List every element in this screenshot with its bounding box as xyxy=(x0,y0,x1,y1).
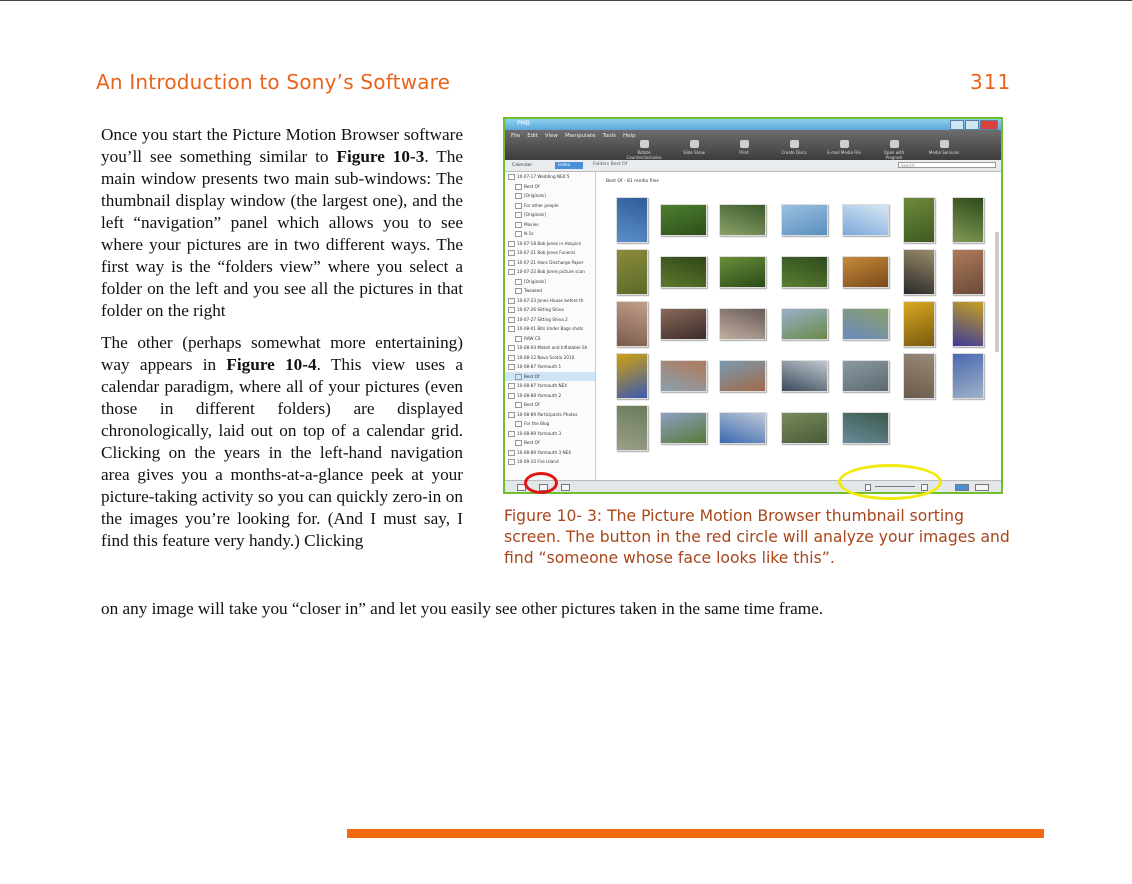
folder-icon xyxy=(508,250,515,256)
tree-item xyxy=(505,315,595,325)
vertical-scrollbar xyxy=(995,232,999,352)
toolbar-button-label: Slide Show xyxy=(683,150,705,155)
tree-item xyxy=(505,229,595,239)
toolbar xyxy=(625,140,963,160)
tree-item xyxy=(505,448,595,458)
tree-item-label: Best Of xyxy=(524,373,540,379)
view-bar xyxy=(505,160,1001,172)
tree-item xyxy=(505,210,595,220)
toolbar-button xyxy=(925,140,963,160)
tree-item-label: 10-07-23 Jones House before th xyxy=(517,297,584,303)
tree-item-label: For other people xyxy=(524,202,559,208)
menu-item: File xyxy=(511,133,521,139)
thumbnail-pane xyxy=(596,172,1001,480)
folder-icon xyxy=(515,212,522,218)
toolbar-button xyxy=(775,140,813,160)
tree-item-label: 10-07-18 Bob Jones in Hospice xyxy=(517,240,582,246)
footer-bar xyxy=(347,829,1044,838)
body-text xyxy=(101,124,463,562)
folder-icon xyxy=(515,336,522,342)
tree-item-label: 10-07-27 Sitting Shiva 2 xyxy=(517,316,568,322)
toolbar-button-label: Open with Program xyxy=(883,150,905,160)
tool-icon xyxy=(740,140,749,148)
menu-bar xyxy=(511,133,636,139)
photo-thumbnail xyxy=(842,360,889,392)
tree-item xyxy=(505,305,595,315)
toolbar-button-label: Create Discs xyxy=(781,150,807,155)
tree-item xyxy=(505,277,595,287)
toolbar-button xyxy=(825,140,863,160)
tree-item xyxy=(505,400,595,410)
photo-thumbnail xyxy=(781,256,828,288)
photo-thumbnail xyxy=(952,301,984,347)
tool-icon xyxy=(690,140,699,148)
tree-item-label: 10-07-26 Sitting Shiva xyxy=(517,307,564,312)
folder-icon xyxy=(508,412,515,418)
tree-item xyxy=(505,182,595,192)
yellow-circle-highlight xyxy=(838,464,942,500)
photo-thumbnail xyxy=(952,197,984,243)
photo-thumbnail xyxy=(719,412,766,444)
tree-item xyxy=(505,172,595,182)
paragraph-2-continuation: on any image will take you “closer in” and let you easily see other pictures taken in the same time frame. xyxy=(101,599,824,618)
tool-icon xyxy=(790,140,799,148)
photo-thumbnail xyxy=(842,204,889,236)
tree-item-label: 10-07-17 Wedding NEX 5 xyxy=(517,174,570,179)
folder-header: Best Of - 81 media files xyxy=(606,179,659,184)
folder-icon xyxy=(515,402,522,408)
toolbar-button-label: E-mail Media File xyxy=(827,150,861,155)
folder-icon xyxy=(508,307,515,313)
detail-view-icon xyxy=(975,484,989,491)
tree-item xyxy=(505,372,595,382)
folder-icon xyxy=(508,345,515,351)
menu-item: Manipulate xyxy=(564,133,596,139)
photo-thumbnail xyxy=(781,308,828,340)
tree-item-label: For the Blog xyxy=(524,421,550,426)
tree-item xyxy=(505,381,595,391)
folder-icon xyxy=(508,174,515,180)
window-controls xyxy=(950,120,998,130)
window-title: PMB xyxy=(517,120,530,127)
tree-item xyxy=(505,429,595,439)
folder-icon xyxy=(508,317,515,323)
title-bar xyxy=(505,119,1001,130)
list-view-icon xyxy=(955,484,969,491)
toolbar-button-label: Print xyxy=(739,150,749,155)
tree-item-label: Movies xyxy=(524,221,539,227)
toolbar-button xyxy=(725,140,763,160)
tree-item-label: 10-08-04 Matah and Inflatable Sh xyxy=(517,345,588,350)
tree-item-label: Best Of xyxy=(524,440,540,445)
photo-thumbnail xyxy=(903,353,935,399)
tool-icon xyxy=(640,140,649,148)
tree-item xyxy=(505,267,595,277)
photo-thumbnail xyxy=(660,360,707,392)
maximize-icon xyxy=(965,120,979,130)
tree-item-label: 10-08-88 Yarmouth 2 xyxy=(517,392,562,398)
tree-item-label: 10-08-01 Bits Under Bags shots xyxy=(517,326,584,331)
tree-item-label: 10-08-87 Yarmouth NEX xyxy=(517,383,568,388)
photo-thumbnail xyxy=(660,308,707,340)
tree-item xyxy=(505,362,595,372)
menu-toolbar xyxy=(505,130,1001,160)
tree-item xyxy=(505,457,595,467)
folder-icon xyxy=(515,374,522,380)
folder-tree xyxy=(505,172,596,480)
toolbar-button-label: Rotate Counterclockwise xyxy=(626,150,662,160)
tree-item-label: 10-07-22 Bob Jones picture scan xyxy=(517,269,585,274)
folder-icon xyxy=(508,298,515,304)
tree-item xyxy=(505,220,595,230)
tree-item xyxy=(505,286,595,296)
folder-icon xyxy=(515,231,522,237)
index-view-tab: Index xyxy=(555,162,583,169)
figure-caption: Figure 10- 3: The Picture Motion Browser thumbnail sorting screen. The button in the red circle will analyze your images and find “someone whose face looks like this”. xyxy=(504,507,1010,567)
photo-thumbnail xyxy=(616,301,648,347)
toolbar-button xyxy=(675,140,713,160)
tree-item xyxy=(505,201,595,211)
tree-item xyxy=(505,438,595,448)
paragraph-1: Once you start the Picture Motion Browser software you’ll see something similar to Figure 10-3. The main window presents two main sub-windows: The thumbnail display window (the largest one), and the left “navigation” panel which allows you to see where your pictures are in two different ways. The first way is the “folders view” where you select a folder on the left and you see all the pictures in that folder on the right xyxy=(101,125,463,320)
close-icon xyxy=(980,120,998,130)
tree-item-label: 10-08-89 Yarmouth 3 xyxy=(517,430,562,436)
tree-item-label: 10-08-89 Participants Photos xyxy=(517,411,578,417)
toolbar-button-label: Media Services xyxy=(928,150,960,155)
photo-thumbnail xyxy=(660,256,707,288)
photo-thumbnail xyxy=(903,249,935,295)
folder-icon xyxy=(508,269,515,275)
photo-thumbnail xyxy=(719,256,766,288)
calendar-view-tab: Calendar xyxy=(512,163,533,168)
menu-item: Edit xyxy=(527,133,538,139)
pmb-window xyxy=(505,119,1001,492)
tree-item xyxy=(505,410,595,420)
tree-item xyxy=(505,296,595,306)
photo-thumbnail xyxy=(952,353,984,399)
folder-icon xyxy=(515,421,522,427)
tree-item xyxy=(505,391,595,401)
tool-icon xyxy=(840,140,849,148)
folder-icon xyxy=(515,288,522,294)
page-number: 311 xyxy=(970,70,1012,94)
figure-ref: Figure 10-3 xyxy=(336,147,425,166)
tree-item xyxy=(505,239,595,249)
tree-item xyxy=(505,324,595,334)
folder-icon xyxy=(515,193,522,199)
figure-screenshot xyxy=(503,117,1003,494)
photo-thumbnail xyxy=(842,308,889,340)
photo-thumbnail xyxy=(719,308,766,340)
tree-item xyxy=(505,343,595,353)
tree-item-label: [Originals] xyxy=(524,193,546,198)
photo-thumbnail xyxy=(903,197,935,243)
folder-icon xyxy=(508,326,515,332)
tree-item-label: 10-08-89 Yarmouth 3 NEX xyxy=(517,449,572,455)
photo-thumbnail xyxy=(616,405,648,451)
tree-item-label: [Originals] xyxy=(524,278,546,284)
photo-thumbnail xyxy=(616,353,648,399)
photo-thumbnail xyxy=(719,360,766,392)
folder-icon xyxy=(508,355,515,361)
folder-icon xyxy=(508,241,515,247)
photo-thumbnail xyxy=(781,204,828,236)
folder-icon xyxy=(508,364,515,370)
tree-item-label: N-1s xyxy=(524,231,534,236)
photo-thumbnail xyxy=(781,360,828,392)
menu-item: Tools xyxy=(602,133,617,139)
tree-item-label: 10-09-10 Fire Island xyxy=(517,459,559,464)
tool-icon xyxy=(940,140,949,148)
paragraph-2: The other (perhaps somewhat more entertaining) way appears in Figure 10-4. This view uses a calendar paradigm, where all of your pictures (even those in different folders) are displayed chronologically, laid out on top of a calendar grid. Clicking on the years in the left-hand navigation area gives you a months-at-a-glance peek at your picture-taking activity so you can quickly zero-in on the images you’re looking for. (And I must say, I find this feature very handy.) Clicking xyxy=(101,333,463,550)
tree-item-label: 10-08-87 Yarmouth 1 xyxy=(517,364,562,369)
folder-icon xyxy=(515,440,522,446)
photo-thumbnail xyxy=(781,412,828,444)
photo-thumbnail xyxy=(842,412,889,444)
minimize-icon xyxy=(950,120,964,130)
tree-item xyxy=(505,191,595,201)
search-input: Search xyxy=(898,162,996,168)
figure-ref: Figure 10-4 xyxy=(226,355,317,374)
red-circle-highlight xyxy=(524,472,558,494)
tree-item-label: [Originals] xyxy=(524,212,546,217)
photo-thumbnail xyxy=(952,249,984,295)
folder-icon xyxy=(508,383,515,389)
top-rule xyxy=(0,0,1132,1)
folder-icon xyxy=(515,222,522,228)
toolbar-button xyxy=(625,140,663,160)
folder-icon xyxy=(508,260,515,266)
photo-thumbnail xyxy=(719,204,766,236)
folder-icon xyxy=(508,459,515,465)
folder-icon xyxy=(508,450,515,456)
tree-item-label: Best Of xyxy=(524,183,540,189)
photo-thumbnail xyxy=(660,412,707,444)
photo-thumbnail xyxy=(616,197,648,243)
tree-item xyxy=(505,334,595,344)
tree-item-label: 10-08-12 Nova Scotia 2010 xyxy=(517,354,575,360)
folder-icon xyxy=(508,431,515,437)
tree-item xyxy=(505,353,595,363)
tree-item xyxy=(505,248,595,258)
running-header-title: An Introduction to Sony’s Software xyxy=(96,70,451,94)
tool-icon xyxy=(890,140,899,148)
tree-item-label: Best Of xyxy=(524,402,540,407)
photo-thumbnail xyxy=(903,301,935,347)
photo-thumbnail xyxy=(616,249,648,295)
menu-item: View xyxy=(544,133,558,139)
folder-icon xyxy=(515,279,522,285)
folder-icon xyxy=(515,184,522,190)
tree-item xyxy=(505,419,595,429)
toolbar-button xyxy=(875,140,913,160)
info-icon xyxy=(561,484,570,491)
tree-item xyxy=(505,258,595,268)
menu-item: Help xyxy=(623,133,636,139)
tree-item-label: 10-07-21 Hans Discharge Paper xyxy=(517,259,584,265)
folder-icon xyxy=(515,203,522,209)
tree-item-label: RAW CS xyxy=(524,335,541,341)
photo-thumbnail xyxy=(842,256,889,288)
photo-thumbnail xyxy=(660,204,707,236)
tree-item-label: 10-07-21 Bob Jones Funeral xyxy=(517,250,575,255)
breadcrumb: Folders Best Of xyxy=(593,162,628,167)
folder-icon xyxy=(508,393,515,399)
tree-item-label: Tweaked xyxy=(524,288,542,293)
